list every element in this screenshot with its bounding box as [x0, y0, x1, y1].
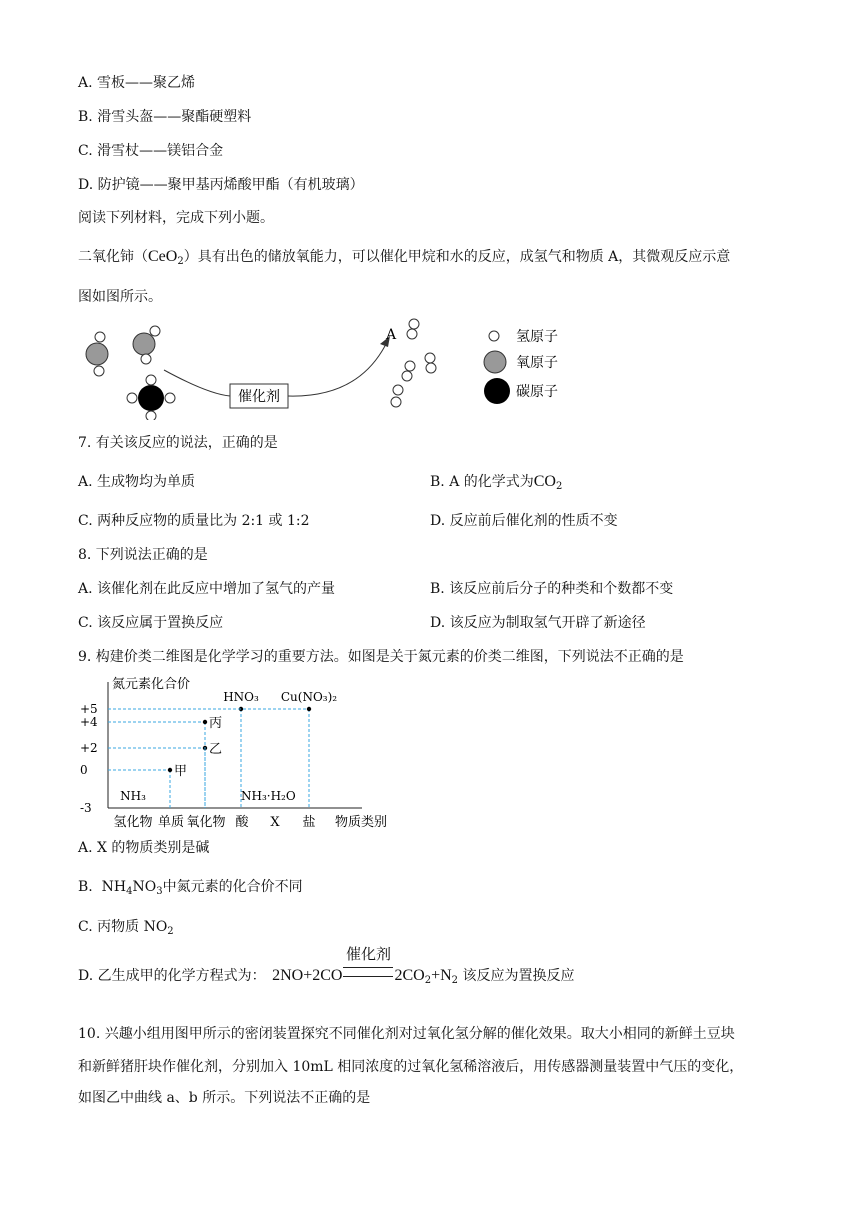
x-category-label: 氧化物 — [186, 815, 226, 830]
equation-left: 2NO+2CO — [272, 967, 343, 984]
q7-option-d: D. 反应前后催化剂的性质不变 — [430, 513, 618, 529]
q7-option-b: B. A 的化学式为$CO_2$ — [430, 473, 563, 492]
point-label: NH₃ — [120, 789, 146, 803]
reaction-diagram — [78, 314, 598, 420]
methane-molecule — [127, 375, 175, 420]
q10-line-2: 和新鲜猪肝块作催化剂，分别加入 10mL 相同浓度的过氧化氢稀溶液后，用传感器测量装置中气压的变化， — [78, 1059, 744, 1075]
q9-stem: 9. 构建价类二维图是化学学习的重要方法。如图是关于氮元素的价类二维图，下列说法不正确的是 — [78, 649, 684, 665]
q10-line-1: 10. 兴趣小组用图甲所示的密闭装置探究不同催化剂对过氧化氢分解的催化效果。取大小相同的新鲜土豆块 — [78, 1026, 735, 1042]
equation-arrow — [343, 945, 393, 977]
option-6d: D. 防护镜——聚甲基丙烯酸甲酯（有机玻璃） — [78, 177, 364, 193]
point-label: 丙 — [209, 716, 223, 731]
x-category-label: 酸 — [235, 815, 249, 830]
hydrogen-molecules — [391, 319, 436, 407]
q7-option-c: C. 两种反应物的质量比为 2:1 或 1:2 — [78, 513, 310, 529]
q8-option-d: D. 该反应为制取氢气开辟了新途径 — [430, 615, 646, 631]
data-point — [168, 768, 172, 772]
x-axis-label: 物质类别 — [334, 815, 388, 830]
reading-paragraph-2: 图如图所示。 — [78, 289, 162, 305]
q8-stem: 8. 下列说法正确的是 — [78, 547, 208, 563]
point-label: 乙 — [209, 742, 223, 757]
y-tick-label: +2 — [80, 741, 98, 755]
option-6c: C. 滑雪杖——镁铝合金 — [78, 143, 224, 159]
legend-oxygen-marker — [484, 351, 506, 373]
point-label: Cu(NO₃)₂ — [280, 690, 338, 704]
point-label: 甲 — [174, 764, 188, 779]
q9-option-a: A. X 的物质类别是碱 — [78, 840, 210, 856]
option-6b: B. 滑雪头盔——聚酯硬塑料 — [78, 109, 252, 125]
reading-paragraph-1: 二氧化铈（CeO$_2$）具有出色的储放氧能力，可以催化甲烷和水的反应，成氢气和物质 A，其微观反应示意 — [78, 248, 731, 267]
legend-carbon-marker — [484, 378, 510, 404]
water-molecule — [133, 326, 160, 364]
legend — [484, 329, 558, 404]
reading-intro: 阅读下列材料，完成下列小题。 — [78, 210, 274, 226]
data-point — [203, 720, 207, 724]
point-label: NH₃·H₂O — [241, 789, 296, 803]
product-label-a: A — [386, 327, 397, 343]
valence-category-chart — [78, 672, 398, 834]
x-category-label: X — [270, 815, 280, 830]
water-molecule — [86, 332, 108, 376]
q9-option-d: D. 乙生成甲的化学方程式为： 2NO+2CO 催化剂 $2CO_2+N_2$ 该反应为置换反应 — [78, 945, 575, 986]
y-axis-label: 氮元素化合价 — [112, 677, 191, 692]
legend-hydrogen-marker — [489, 331, 499, 341]
equation-condition: 催化剂 — [345, 945, 391, 963]
y-tick-label: +5 — [80, 702, 98, 716]
option-6a: A. 雪板——聚乙烯 — [78, 75, 196, 91]
y-tick-label: 0 — [80, 763, 88, 777]
x-category-label: 盐 — [302, 815, 316, 830]
legend-hydrogen-label: 氢原子 — [516, 329, 558, 345]
legend-oxygen-label: 氧原子 — [516, 355, 558, 371]
q9-option-c: C. 丙物质 $NO_2$ — [78, 919, 174, 937]
legend-carbon-label: 碳原子 — [516, 384, 558, 400]
catalyst-label: 催化剂 — [238, 389, 280, 405]
y-tick-label: -3 — [80, 801, 92, 815]
q7-stem: 7. 有关该反应的说法，正确的是 — [78, 435, 278, 451]
q8-option-b: B. 该反应前后分子的种类和个数都不变 — [430, 581, 674, 597]
data-point — [307, 707, 311, 711]
q9-option-b: B. $NH_4NO_3$中氮元素的化合价不同 — [78, 879, 303, 897]
q10-line-3: 如图乙中曲线 a、b 所示。下列说法不正确的是 — [78, 1090, 371, 1106]
q7-option-a: A. 生成物均为单质 — [78, 474, 196, 490]
x-category-label: 氢化物 — [113, 815, 153, 830]
q8-option-a: A. 该催化剂在此反应中增加了氢气的产量 — [78, 581, 336, 597]
y-tick-label: +4 — [80, 715, 98, 729]
x-category-label: 单质 — [157, 815, 185, 830]
q8-option-c: C. 该反应属于置换反应 — [78, 615, 224, 631]
point-label: HNO₃ — [223, 690, 259, 704]
